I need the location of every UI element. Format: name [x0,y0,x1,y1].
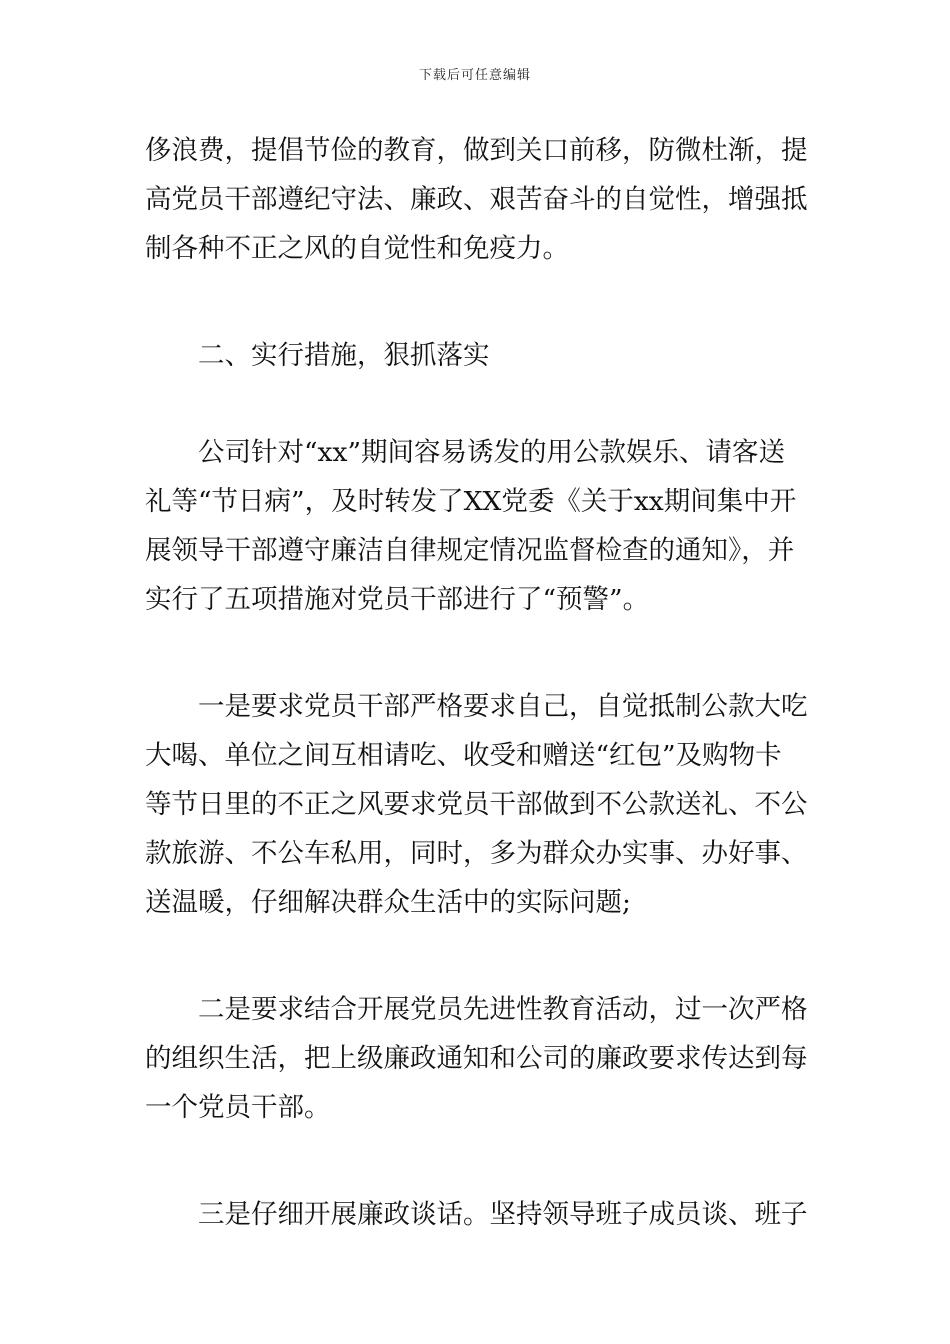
paragraph-4 [145,985,815,1132]
text-line: 大喝、单位之间互相请吃、收受和赠送“红包”及购物卡 [145,740,782,771]
text-line: 公司针对“xx”期间容易诱发的用公款娱乐、请客送 [145,437,785,468]
paragraph-3 [145,682,815,927]
paragraph-1 [145,126,815,273]
text-line: 一是要求党员干部严格要求自己，自觉抵制公款大吃 [145,691,808,722]
document-body [145,126,815,1297]
text-line: 高党员干部遵纪守法、廉政、艰苦奋斗的自觉性，增强抵 [145,184,808,215]
text-line: 展领导干部遵守廉洁自律规定情况监督检查的通知》，并 [145,535,795,566]
text-line: 侈浪费，提倡节俭的教育，做到关口前移，防微杜渐，提 [145,135,808,166]
text-line: 款旅游、不公车私用，同时，多为群众办实事、办好事、 [145,838,808,869]
text-line: 送温暖，仔细解决群众生活中的实际问题; [145,887,631,918]
paragraph-2 [145,428,815,624]
paragraph-5 [145,1190,815,1239]
text-line: 实行了五项措施对党员干部进行了“预警”。 [145,584,650,615]
text-line: 的组织生活，把上级廉政通知和公司的廉政要求传达到每 [145,1043,808,1074]
text-line: 等节日里的不正之风要求党员干部做到不公款送礼、不公 [145,789,808,820]
text-line: 二是要求结合开展党员先进性教育活动，过一次严格 [145,994,808,1025]
heading-line: 二、实行措施，狠抓落实 [145,340,490,371]
text-line: 一个党员干部。 [145,1092,331,1123]
section-heading [145,331,815,380]
text-line: 三是仔细开展廉政谈话。坚持领导班子成员谈、班子 [145,1199,808,1230]
text-line: 礼等“节日病”，及时转发了XX党委《关于xx期间集中开 [145,486,797,517]
text-line: 制各种不正之风的自觉性和免疫力。 [145,233,569,264]
page-header: 下载后可任意编辑 [418,68,531,83]
